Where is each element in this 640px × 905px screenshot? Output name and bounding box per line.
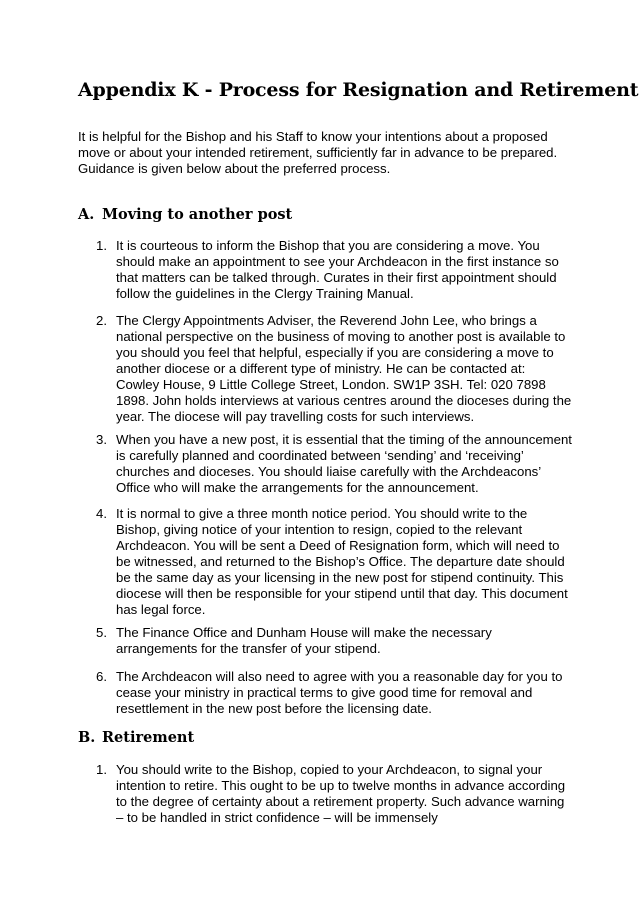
section-heading-moving [78, 205, 292, 225]
item-text: The Clergy Appointments Adviser, the Reverend John Lee, who brings a national perspective on the business of moving to another post is available to you should you feel that helpful, especially if you are considering a move to another diocese or a different type of ministry. He can be contacted at: Cowley House, 9 Little College Street, London. SW1P 3SH. Tel: 020 7898 1898. John holds interviews at various centres around the dioceses during the year. The diocese will pay travelling costs for such interviews. [116, 313, 572, 424]
list-item [96, 432, 572, 496]
item-text: It is courteous to inform the Bishop that you are considering a move. You should make an appointment to see your Archdeacon in the first instance so that matters can be talked through. Curates in their first appointment should follow the guidelines in the Clergy Training Manual. [116, 238, 559, 301]
item-number: 1. [96, 762, 107, 777]
intro-paragraph: It is helpful for the Bishop and his Staff to know your intentions about a proposed move or about your intended retirement, sufficiently far in advance to be prepared. Guidance is given below about the preferred process. [78, 129, 558, 176]
item-number: 3. [96, 432, 107, 447]
item-text: The Archdeacon will also need to agree with you a reasonable day for you to cease your ministry in practical terms to give good time for removal and resettlement in the new post before the licensing date. [116, 669, 563, 716]
section-title: Retirement [102, 729, 195, 746]
section-title: Moving to another post [102, 206, 293, 223]
section-letter: B. [78, 729, 96, 746]
item-text: The Finance Office and Dunham House will make the necessary arrangements for the transfer of your stipend. [116, 625, 492, 656]
item-text: It is normal to give a three month notice period. You should write to the Bishop, giving notice of your intention to resign, copied to the relevant Archdeacon. You will be sent a Deed of Resignation form, which will need to be witnessed, and returned to the Bishop’s Office. The departure date should be the same day as your licensing in the new post for stipend continuity. This diocese will then be responsible for your stipend until that day. This document has legal force. [116, 506, 568, 617]
item-text: When you have a new post, it is essential that the timing of the announcement is carefully planned and coordinated between ‘sending’ and ‘receiving’ churches and dioceses. You should liaise carefully with the Archdeacons’ Office who will make the arrangements for the announcement. [116, 432, 572, 495]
list-item [96, 238, 572, 302]
item-number: 2. [96, 313, 107, 328]
list-item [96, 313, 572, 425]
list-item [96, 625, 572, 657]
page-title: Appendix K - Process for Resignation and Retirement [78, 79, 639, 101]
section-heading-retirement [78, 728, 194, 748]
section-letter: A. [78, 206, 95, 223]
item-number: 5. [96, 625, 107, 640]
list-item [96, 669, 572, 717]
list-item [96, 762, 572, 826]
item-number: 4. [96, 506, 107, 521]
item-text: You should write to the Bishop, copied to your Archdeacon, to signal your intention to retire. This ought to be up to twelve months in advance according to the degree of certainty about a retirement property. Such advance warning – to be handled in strict confidence – will be immensely [116, 762, 566, 825]
item-number: 1. [96, 238, 107, 253]
list-item [96, 506, 572, 618]
item-number: 6. [96, 669, 107, 684]
